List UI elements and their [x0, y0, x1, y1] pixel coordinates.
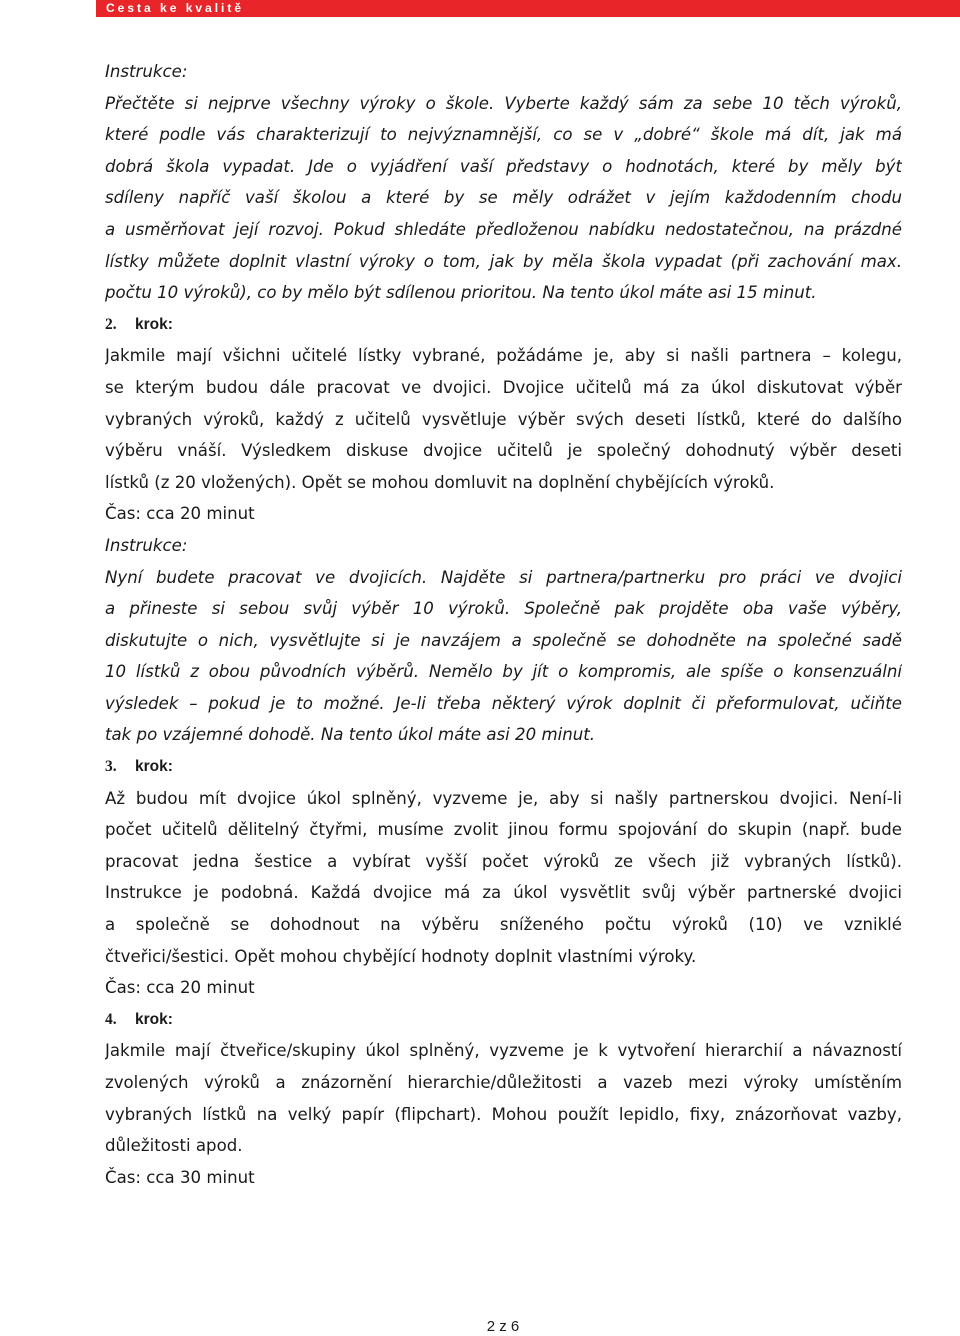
- instruction-line: a usměrňovat její rozvoj. Pokud shledáte předloženou nabídku nedostatečnou, na prázdné: [105, 219, 902, 239]
- body-text-line: výběru vnáší. Výsledkem diskuse dvojice učitelů je společný dohodnutý výběr deseti: [105, 441, 902, 461]
- body-text-line: Čas: cca 20 minut: [105, 504, 255, 524]
- header-bar: [96, 0, 960, 17]
- body-text-line: lístků (z 20 vložených). Opět se mohou domluvit na doplnění chybějících výroků.: [105, 472, 775, 492]
- step-heading: [105, 1004, 902, 1036]
- body-text-line: čtveřici/šestici. Opět mohou chybějící hodnoty doplnit vlastními výroky.: [105, 946, 697, 966]
- instruction-line: Instrukce:: [105, 62, 188, 81]
- instruction-line: které podle vás charakterizují to nejvýznamnější, co se v „dobré“ škole má dít, jak má: [105, 125, 902, 145]
- instruction-line: 10 lístků z obou původních výběrů. Nemělo by jít o kompromis, ale spíše o konsenzuální: [105, 662, 902, 682]
- step-heading: [105, 751, 902, 783]
- body-text-line: Až budou mít dvojice úkol splněný, vyzveme je, aby si našly partnerskou dvojici. Není-li: [105, 788, 902, 808]
- instruction-line: počtu 10 výroků), co by mělo být sdílenou prioritou. Na tento úkol máte asi 15 minut.: [105, 283, 817, 303]
- step-label: krok:: [135, 315, 173, 333]
- body-text-line: Jakmile mají všichni učitelé lístky vybrané, požádáme je, aby si našli partnera – kolegu,: [105, 346, 902, 366]
- body-text-line: se kterým budou dále pracovat ve dvojici. Dvojice učitelů má za úkol diskutovat výběr: [105, 377, 902, 397]
- instruction-line: dobrá škola vypadat. Jde o vyjádření vaší představy o hodnotách, které by měly být: [105, 156, 902, 176]
- body-text-line: důležitosti apod.: [105, 1136, 243, 1156]
- instruction-line: sdíleny napříč vaší školou a které by se měly odrážet v jejím každodenním chodu: [105, 188, 902, 208]
- instruction-line: Instrukce:: [105, 535, 188, 555]
- instruction-line: Nyní budete pracovat ve dvojicích. Najděte si partnera/partnerku pro práci ve dvojici: [105, 567, 902, 587]
- body-text-line: zvolených výroků a znázornění hierarchie/důležitosti a vazeb mezi výroky umístěním: [105, 1073, 902, 1092]
- body-text-line: Instrukce je podobná. Každá dvojice má za úkol vysvětlit svůj výběr partnerské dvojici: [105, 883, 902, 903]
- body-text-line: vybraných výroků, každý z učitelů vysvětluje výběr svých deseti lístků, které do dalšího: [105, 409, 902, 429]
- step-heading: [105, 309, 902, 341]
- document-body: [105, 56, 902, 1193]
- step-number: 2.: [105, 315, 117, 333]
- step-number: 3.: [105, 758, 117, 776]
- body-text-line: Jakmile mají čtveřice/skupiny úkol splněný, vyzveme je k vytvoření hierarchií a návazností: [105, 1041, 902, 1061]
- body-text-line: počet učitelů dělitelný čtyřmi, musíme zvolit jinou formu spojování do skupin (např. bude: [105, 820, 902, 840]
- step-number: 4.: [105, 1010, 117, 1028]
- instruction-line: lístky můžete doplnit vlastní výroky o tom, jak by měla škola vypadat (při zachování max.: [105, 251, 902, 271]
- page-number: 2 z 6: [486, 1318, 520, 1335]
- instruction-line: diskutujte o nich, vysvětlujte si je navzájem a společně se dohodněte na společné sadě: [105, 630, 902, 650]
- header-title: Cesta ke kvalitě: [106, 1, 245, 15]
- step-label: krok:: [135, 758, 173, 776]
- step-label: krok:: [135, 1010, 173, 1028]
- body-text-line: Čas: cca 30 minut: [105, 1167, 255, 1187]
- body-text-line: a společně se dohodnout na výběru sníženého počtu výroků (10) ve vzniklé: [105, 915, 902, 935]
- instruction-line: Přečtěte si nejprve všechny výroky o škole. Vyberte každý sám za sebe 10 těch výroků,: [105, 93, 902, 113]
- instruction-line: výsledek – pokud je to možné. Je-li třeba některý výrok doplnit či přeformulovat, učiňte: [105, 693, 902, 713]
- body-text-line: vybraných lístků na velký papír (flipchart). Mohou použít lepidlo, fixy, znázorňovat vazby,: [105, 1104, 902, 1124]
- body-text-line: Čas: cca 20 minut: [105, 978, 255, 998]
- instruction-line: tak po vzájemné dohodě. Na tento úkol máte asi 20 minut.: [105, 725, 596, 745]
- body-text-line: pracovat jedna šestice a vybírat vyšší počet výroků ze všech již vybraných lístků).: [105, 851, 902, 871]
- instruction-line: a přineste si sebou svůj výběr 10 výroků. Společně pak projděte oba vaše výběry,: [105, 599, 902, 619]
